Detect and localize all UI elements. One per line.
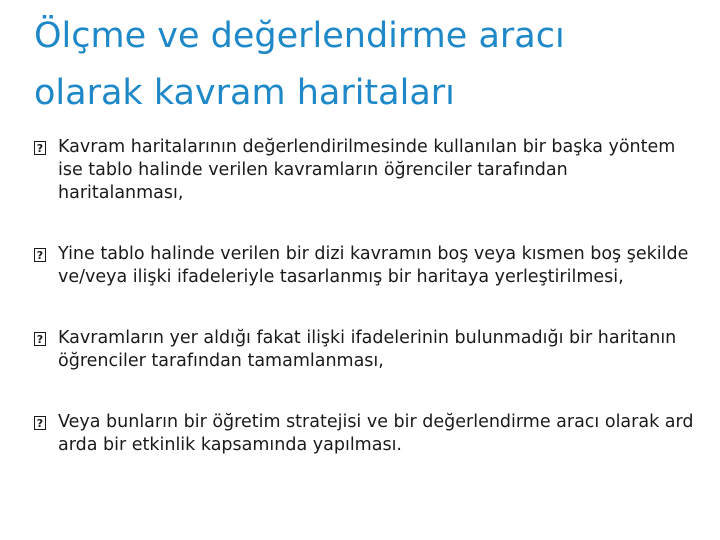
missing-glyph-box-icon: ? [34,141,46,155]
slide-title-line-1: Ölçme ve değerlendirme aracı [34,16,565,56]
bullet-text-2: Yine tablo halinde verilen bir dizi kavramın boş veya kısmen boş şekilde ve/veya ilişki ifadeleriyle tasarlanmış bir haritaya yerleştirilmesi, [58,244,689,287]
bullet-list [34,136,694,495]
bullet-text-1: Kavram haritalarının değerlendirilmesinde kullanılan bir başka yöntem ise tablo halinde verilen kavramların öğrenciler tarafından haritalanması, [58,137,676,203]
bullet-item-1 [34,136,694,205]
missing-glyph-box-icon: ? [34,248,46,262]
bullet-item-4 [34,411,694,457]
bullet-text-3: Kavramların yer aldığı fakat ilişki ifadelerinin bulunmadığı bir haritanın öğrenciler tarafından tamamlanması, [58,328,677,371]
bullet-item-2 [34,243,694,289]
slide-title [34,8,694,122]
missing-glyph-box-icon: ? [34,416,46,430]
bullet-item-3 [34,327,694,373]
missing-glyph-box-icon: ? [34,332,46,346]
bullet-text-4: Veya bunların bir öğretim stratejisi ve bir değerlendirme aracı olarak ard arda bir etkinlik kapsamında yapılması. [58,412,694,455]
slide-title-line-2: olarak kavram haritaları [34,73,455,113]
